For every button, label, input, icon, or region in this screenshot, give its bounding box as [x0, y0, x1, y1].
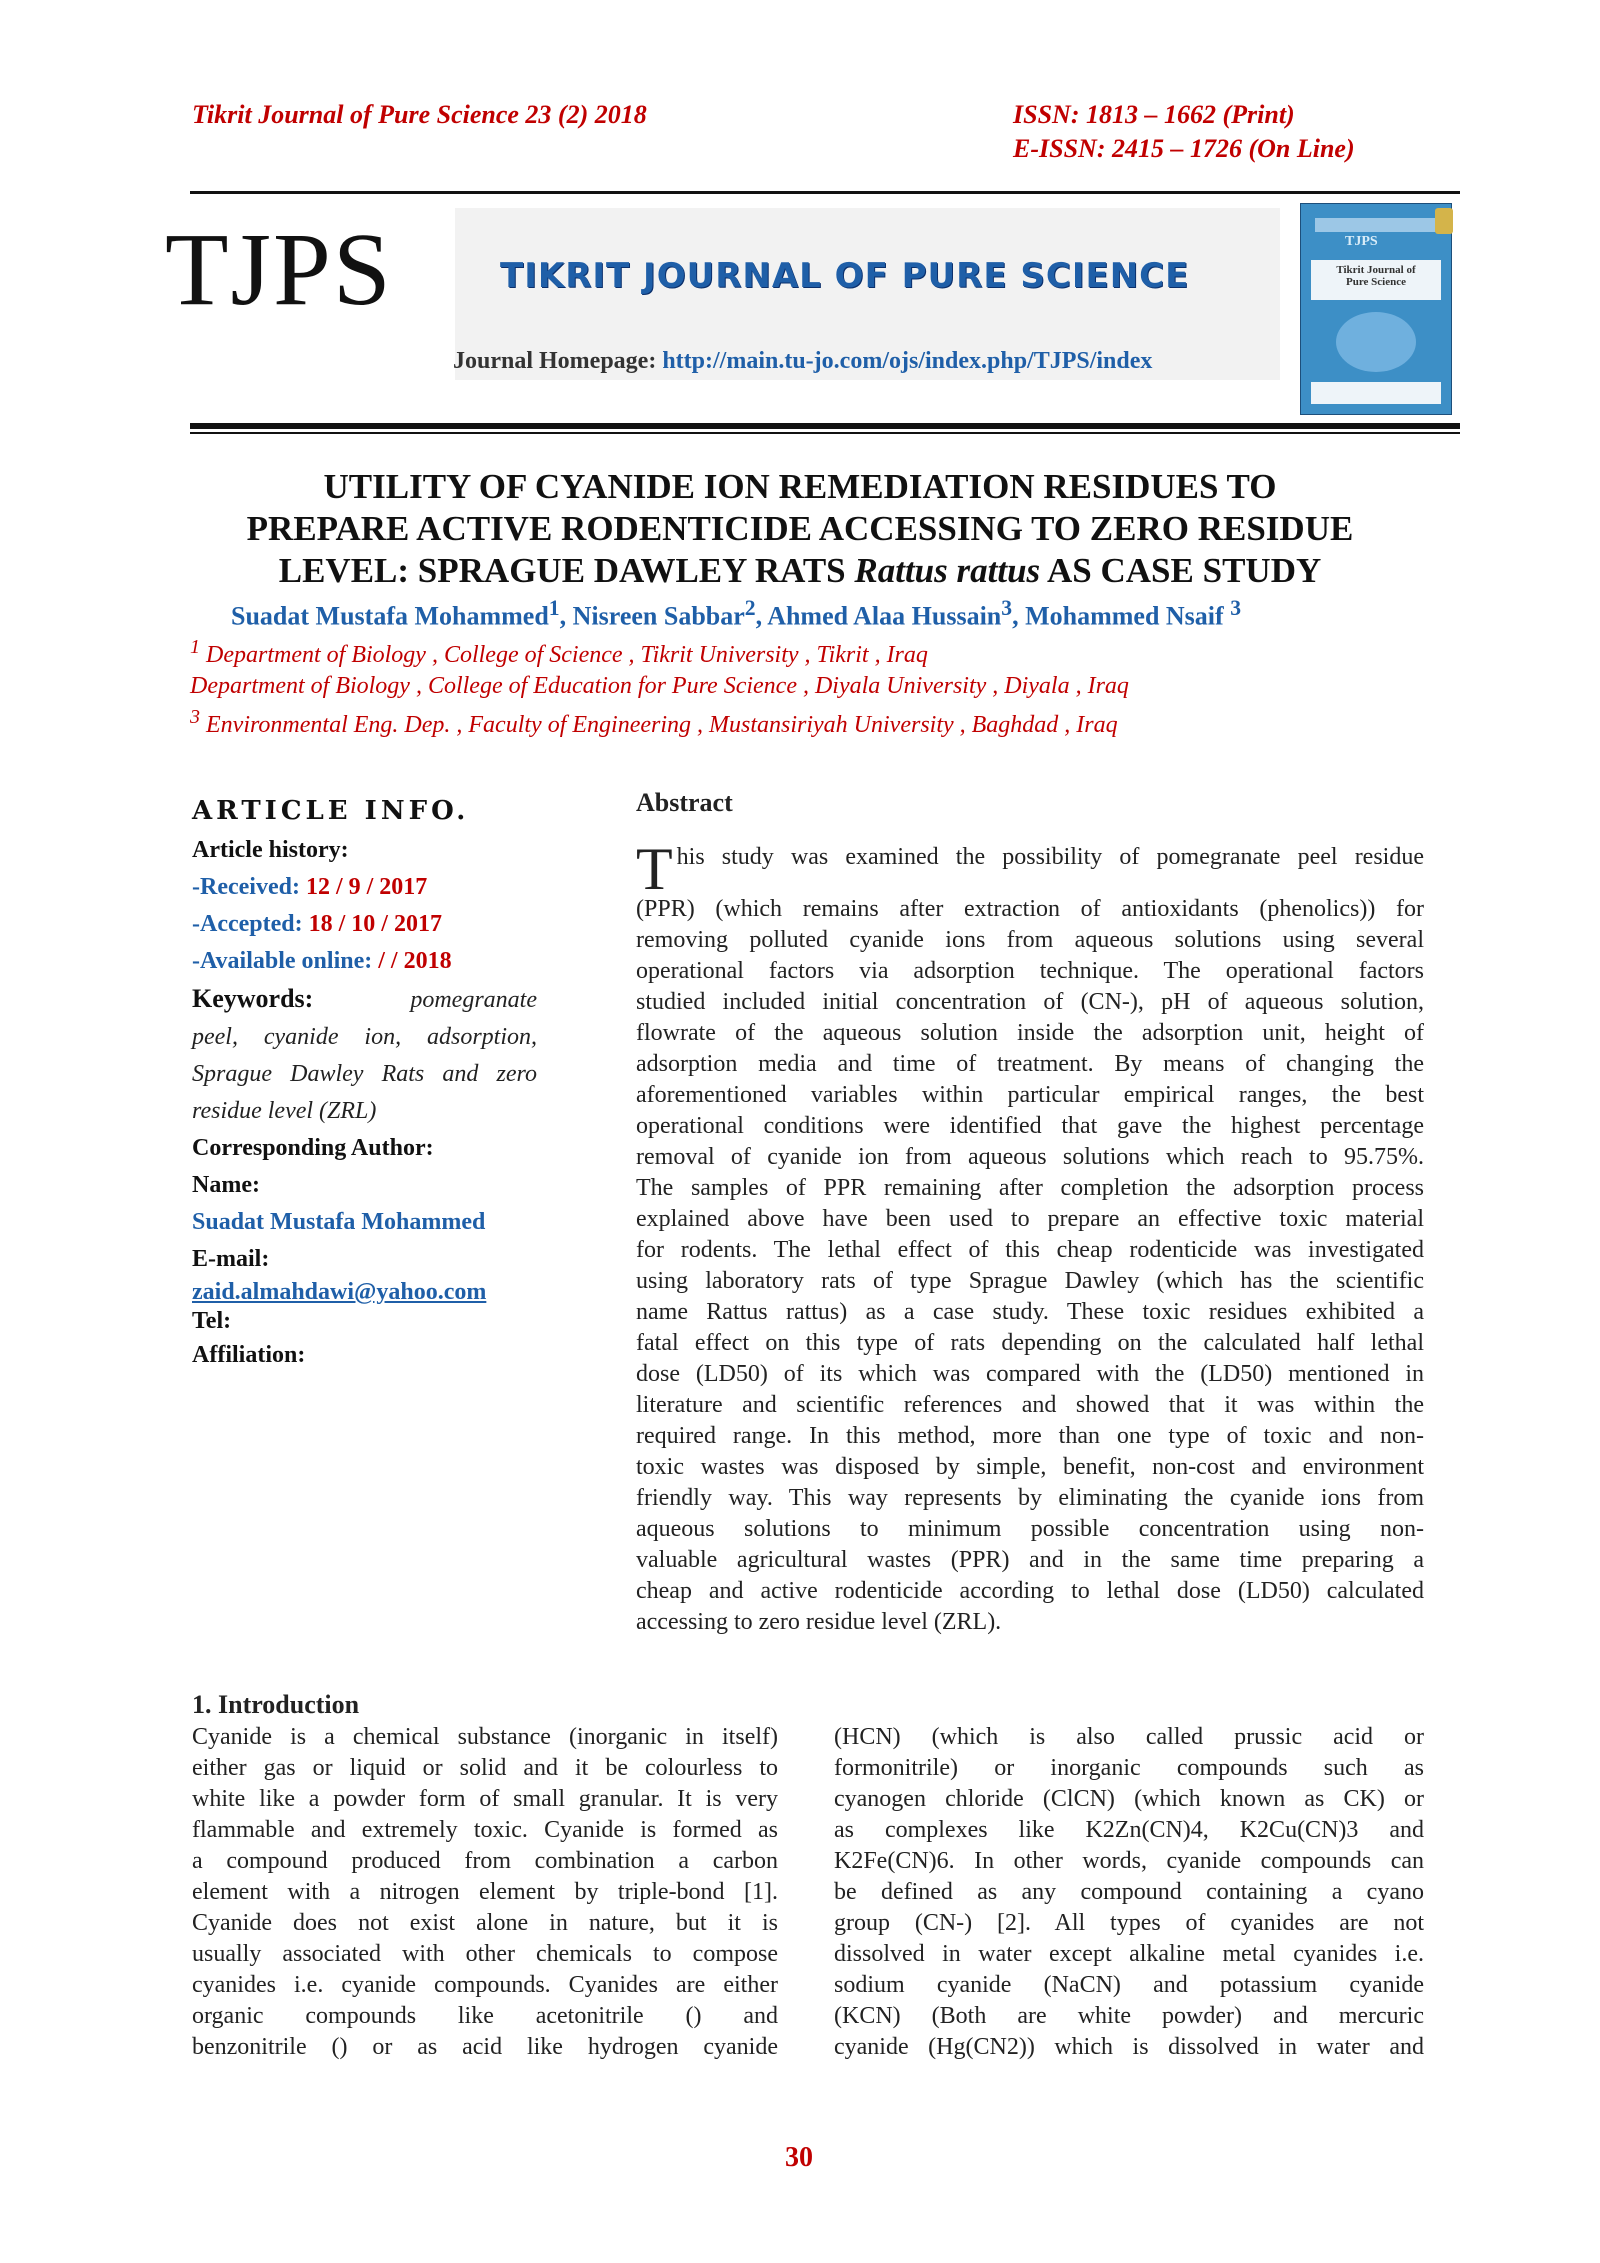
cover-emblem [1336, 312, 1416, 372]
homepage-line [453, 348, 1152, 375]
keywords-label: Keywords: [192, 984, 314, 1013]
intro-line: be defined as any compound containing a cyano [834, 1879, 1424, 1905]
received-date: 12 / 9 / 2017 [305, 874, 428, 900]
keywords-line-3: Sprague Dawley Rats and zero [192, 1061, 537, 1087]
article-info-heading: ARTICLE INFO. [192, 796, 470, 826]
intro-line: cyanogen chloride (ClCN) (which known as CK) or [834, 1786, 1424, 1812]
intro-line: sodium cyanide (NaCN) and potassium cyanide [834, 1972, 1424, 1998]
abstract-line: aqueous solutions to minimum possible concentration using non- [636, 1516, 1424, 1542]
history-label: Article history: [192, 837, 349, 863]
introduction-left-column [192, 1722, 778, 2063]
tel-label: Tel: [192, 1308, 232, 1334]
keywords-line-2: peel, cyanide ion, adsorption, [192, 1024, 537, 1050]
email-link[interactable]: zaid.almahdawi@yahoo.com [192, 1279, 487, 1305]
intro-line: flammable and extremely toxic. Cyanide is formed as [192, 1817, 778, 1843]
affiliation-text: Department of Biology , College of Science , Tikrit University , Tikrit , Iraq [206, 642, 928, 668]
author-list: Suadat Mustafa Mohammed$^1$, Nisreen Sabbar$^2$, Ahmed Alaa Hussain$^3$, Mohammed Nsaif $^3$ [231, 596, 1242, 631]
article-info-panel [192, 832, 537, 1374]
online-label: -Available online: [192, 948, 373, 974]
paper-title [150, 466, 1450, 592]
title-line-1: UTILITY OF CYANIDE ION REMEDIATION RESIDUES TO [323, 467, 1277, 506]
author-sup: 2 [744, 596, 756, 620]
abstract-line: friendly way. This way represents by eliminating the cyanide ions from [636, 1485, 1424, 1511]
intro-line: (HCN) (which is also called prussic acid or [834, 1724, 1424, 1750]
journal-logo: TJPS [165, 212, 393, 327]
intro-line: formonitrile) or inorganic compounds such as [834, 1755, 1424, 1781]
intro-line: group (CN-) [2]. All types of cyanides are not [834, 1910, 1424, 1936]
abstract-line: operational conditions were identified that gave the highest percentage [636, 1113, 1424, 1139]
abstract-line: studied included initial concentration of (CN-), pH of aqueous solution, [636, 989, 1424, 1015]
header-rule-bottom [190, 423, 1460, 429]
cover-title-2: Pure Science [1346, 276, 1406, 288]
accepted-row [192, 906, 537, 943]
affiliation-sup: 3 [190, 706, 200, 728]
accepted-date: 18 / 10 / 2017 [308, 911, 442, 937]
journal-issue: Tikrit Journal of Pure Science 23 (2) 2018 [192, 100, 647, 129]
journal-name: TIKRIT JOURNAL OF PURE SCIENCE [500, 256, 1190, 296]
abstract-line: toxic wastes was disposed by simple, benefit, non-cost and environment [636, 1454, 1424, 1480]
abstract-line: for rodents. The lethal effect of this cheap rodenticide was investigated [636, 1237, 1424, 1263]
intro-line: element with a nitrogen element by triple-bond [1]. [192, 1879, 778, 1905]
abstract-heading: Abstract [636, 788, 733, 817]
intro-line: cyanide (Hg(CN2)) which is dissolved in water and [834, 2034, 1424, 2060]
intro-line: a compound produced from combination a carbon [192, 1848, 778, 1874]
abstract-line: his study was examined the possibility of pomegranate peel residue [676, 844, 1424, 870]
abstract-line: removal of cyanide ion from aqueous solutions which reach to 95.75%. [636, 1144, 1424, 1170]
abstract-body [636, 836, 1424, 1638]
online-row [192, 943, 537, 980]
intro-line: dissolved in water except alkaline metal cyanides i.e. [834, 1941, 1424, 1967]
abstract-line: removing polluted cyanide ions from aqueous solutions using several [636, 927, 1424, 953]
abstract-line: The samples of PPR remaining after completion the adsorption process [636, 1175, 1424, 1201]
abstract-line: aforementioned variables within particular empirical ranges, the best [636, 1082, 1424, 1108]
author-sup: 3 [1230, 596, 1242, 620]
title-line-3-text: LEVEL: SPRAGUE DAWLEY RATS [278, 551, 846, 590]
affiliations [190, 632, 1129, 741]
title-line-2: PREPARE ACTIVE RODENTICIDE ACCESSING TO ZERO RESIDUE [246, 509, 1354, 548]
affiliation-2 [190, 671, 1129, 702]
abstract-line: flowrate of the aqueous solution inside the adsorption unit, height of [636, 1020, 1424, 1046]
affiliation-text: Environmental Eng. Dep. , Faculty of Engineering , Mustansiriyah University , Baghdad , Iraq [206, 712, 1118, 738]
name-label: Name: [192, 1172, 260, 1198]
author-name: Nisreen Sabbar [572, 601, 745, 631]
abstract-line: name Rattus rattus) as a case study. These toxic residues exhibited a [636, 1299, 1424, 1325]
affiliation-3 [190, 702, 1129, 741]
intro-line: usually associated with other chemicals to compose [192, 1941, 778, 1967]
affiliation-sup: 1 [190, 636, 200, 658]
intro-line: white like a powder form of small granular. It is very [192, 1786, 778, 1812]
intro-line: K2Fe(CN)6. In other words, cyanide compounds can [834, 1848, 1424, 1874]
author-name: Ahmed Alaa Hussain [767, 601, 1002, 631]
header-rule-bottom-thin [190, 432, 1460, 434]
cover-footer-box [1311, 382, 1441, 404]
homepage-link[interactable]: http://main.tu-jo.com/ojs/index.php/TJPS/index [662, 348, 1153, 374]
intro-line: Cyanide does not exist alone in nature, but it is [192, 1910, 778, 1936]
abstract-line: using laboratory rats of type Sprague Dawley (which has the scientific [636, 1268, 1424, 1294]
title-species: Rattus rattus [854, 551, 1041, 590]
keywords-line-1 [192, 980, 537, 1019]
abstract-line: required range. In this method, more than one type of toxic and non- [636, 1423, 1424, 1449]
intro-line: Cyanide is a chemical substance (inorganic in itself) [192, 1724, 778, 1750]
cover-band [1315, 218, 1437, 232]
cover-abbrev: TJPS [1345, 234, 1378, 249]
affiliation-label: Affiliation: [192, 1342, 306, 1368]
intro-line: cyanides i.e. cyanide compounds. Cyanides are either [192, 1972, 778, 1998]
header-rule-top [190, 191, 1460, 194]
email-label: E-mail: [192, 1246, 270, 1272]
affiliation-1 [190, 632, 1129, 671]
author-sup: 3 [1001, 596, 1013, 620]
intro-line: organic compounds like acetonitrile () and [192, 2003, 778, 2029]
abstract-line: (PPR) (which remains after extraction of antioxidants (phenolics)) for [636, 896, 1424, 922]
title-line-3 [150, 550, 1450, 592]
received-row [192, 869, 537, 906]
homepage-label: Journal Homepage: [453, 348, 657, 374]
accepted-label: -Accepted: [192, 911, 303, 937]
abstract-line: valuable agricultural wastes (PPR) and in the same time preparing a [636, 1547, 1424, 1573]
intro-line: as complexes like K2Zn(CN)4, K2Cu(CN)3 and [834, 1817, 1424, 1843]
introduction-heading: 1. Introduction [192, 1690, 360, 1719]
journal-cover-image [1300, 203, 1452, 415]
intro-line: either gas or liquid or solid and it be colourless to [192, 1755, 778, 1781]
affiliation-text: Department of Biology , College of Education for Pure Science , Diyala University , Diyala , Iraq [190, 673, 1129, 699]
cover-title-1: Tikrit Journal of [1336, 264, 1416, 276]
abstract-line: fatal effect on this type of rats depending on the calculated half lethal [636, 1330, 1424, 1356]
title-line-3-end: AS CASE STUDY [1047, 551, 1322, 590]
cover-title-box [1311, 260, 1441, 300]
issn-print: ISSN: 1813 – 1662 (Print) [1013, 100, 1295, 129]
author-name: Suadat Mustafa Mohammed [231, 601, 549, 631]
page-number: 30 [785, 2142, 813, 2173]
issn-online: E-ISSN: 2415 – 1726 (On Line) [1013, 134, 1355, 163]
abstract-line: accessing to zero residue level (ZRL). [636, 1609, 1002, 1635]
corresponding-name: Suadat Mustafa Mohammed [192, 1209, 486, 1235]
abstract-line: cheap and active rodenticide according to lethal dose (LD50) calculated [636, 1578, 1424, 1604]
university-emblem-icon [1435, 208, 1453, 234]
intro-line: benzonitrile () or as acid like hydrogen cyanide [192, 2034, 778, 2060]
author-name: Mohammed Nsaif [1025, 601, 1224, 631]
abstract-line: literature and scientific references and showed that it was within the [636, 1392, 1424, 1418]
online-date: / / 2018 [378, 948, 452, 974]
keyword-text: pomegranate [410, 987, 537, 1013]
corresponding-label: Corresponding Author: [192, 1135, 434, 1161]
author-sup: 1 [548, 596, 560, 620]
abstract-line: adsorption media and time of treatment. By means of changing the [636, 1051, 1424, 1077]
abstract-line: explained above have been used to prepare an effective toxic material [636, 1206, 1424, 1232]
introduction-right-column [834, 1722, 1424, 2063]
received-label: -Received: [192, 874, 300, 900]
keywords-line-4: residue level (ZRL) [192, 1098, 377, 1124]
abstract-line: dose (LD50) of its which was compared with the (LD50) mentioned in [636, 1361, 1424, 1387]
intro-line: (KCN) (Both are white powder) and mercuric [834, 2003, 1424, 2029]
abstract-line: operational factors via adsorption technique. The operational factors [636, 958, 1424, 984]
abstract-dropcap: T [636, 836, 673, 902]
